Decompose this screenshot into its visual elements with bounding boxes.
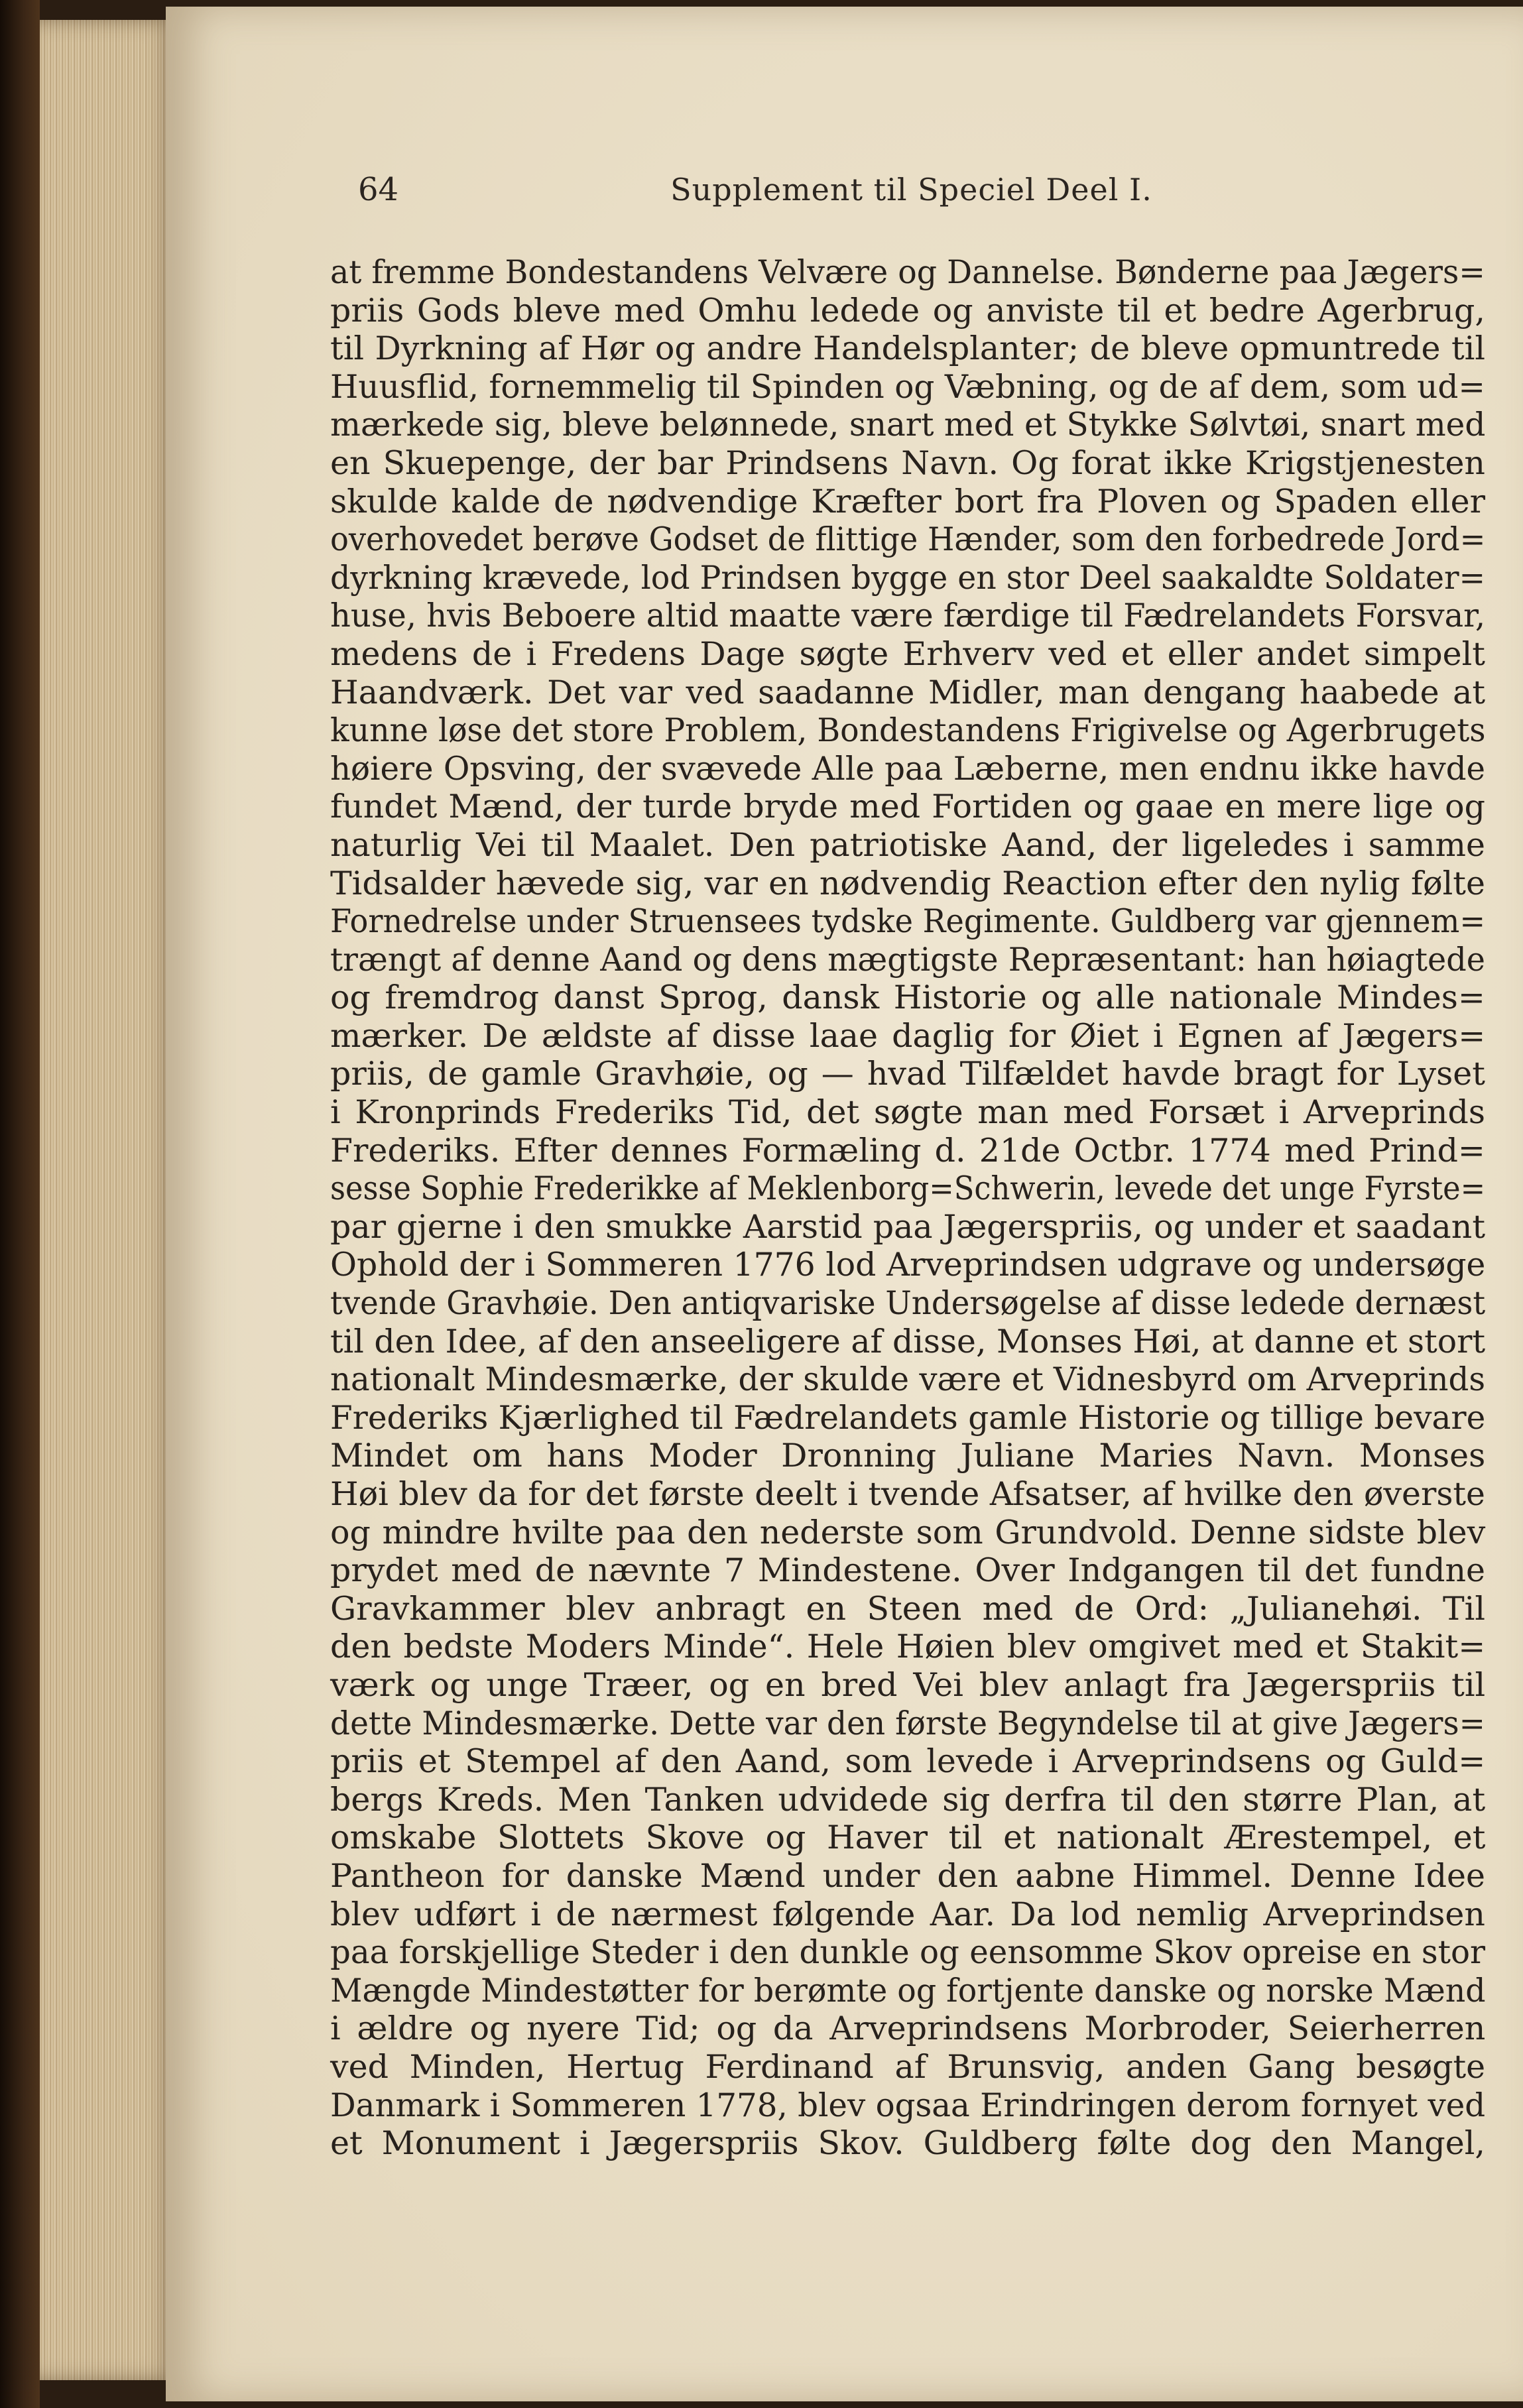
text-line: bergs Kreds. Men Tanken udvidede sig derfra til den større Plan, at bbox=[330, 1780, 1486, 1819]
text-line: medens de i Fredens Dage søgte Erhverv ved et eller andet simpelt bbox=[330, 634, 1485, 673]
text-line: huse, hvis Beboere altid maatte være færdige til Fædrelandets Forsvar, bbox=[330, 597, 1486, 635]
text-line: overhovedet berøve Godset de flittige Hænder, som den forbedrede Jord= bbox=[330, 520, 1486, 559]
text-line: Haandværk. Det var ved saadanne Midler, man dengang haabede at bbox=[330, 673, 1486, 711]
text-line: priis, de gamle Gravhøie, og — hvad Tilfældet havde bragt for Lyset bbox=[330, 1055, 1485, 1093]
page-header bbox=[358, 171, 1485, 224]
text-line: den bedste Moders Minde“. Hele Høien blev omgivet med et Stakit= bbox=[330, 1628, 1486, 1666]
text-line: priis Gods bleve med Omhu ledede og anviste til et bedre Agerbrug, bbox=[330, 291, 1485, 330]
text-line: priis et Stempel af den Aand, som levede i Arveprindsens og Guld= bbox=[330, 1742, 1486, 1781]
text-line: par gjerne i den smukke Aarstid paa Jægerspriis, og under et saadant bbox=[330, 1207, 1486, 1246]
text-line: paa forskjellige Steder i den dunkle og eensomme Skov opreise en stor bbox=[330, 1933, 1486, 1972]
text-line: Frederiks Kjærlighed til Fædrelandets gamle Historie og tillige bevare bbox=[330, 1398, 1486, 1437]
text-line: sesse Sophie Frederikke af Meklenborg=Schwerin, levede det unge Fyrste= bbox=[330, 1170, 1486, 1208]
text-line: Huusflid, fornemmelig til Spinden og Væbning, og de af dem, som ud= bbox=[330, 367, 1486, 406]
text-line: kunne løse det store Problem, Bondestandens Frigivelse og Agerbrugets bbox=[330, 711, 1486, 750]
text-line: prydet med de nævnte 7 Mindestene. Over Indgangen til det fundne bbox=[330, 1551, 1485, 1590]
text-line: Pantheon for danske Mænd under den aabne Himmel. Denne Idee bbox=[330, 1856, 1486, 1895]
text-line: dette Mindesmærke. Dette var den første Begyndelse til at give Jægers= bbox=[330, 1704, 1485, 1742]
text-line: dyrkning krævede, lod Prindsen bygge en stor Deel saakaldte Soldater= bbox=[330, 558, 1486, 597]
text-line: Ophold der i Sommeren 1776 lod Arveprindsen udgrave og undersøge bbox=[330, 1246, 1486, 1284]
text-line: en Skuepenge, der bar Prindsens Navn. Og forat ikke Krigstjenesten bbox=[330, 444, 1485, 482]
text-line: Fornedrelse under Struensees tydske Regimente. Guldberg var gjennem= bbox=[330, 902, 1486, 941]
running-head: Supplement til Speciel Deel I. bbox=[670, 172, 1152, 208]
text-line: blev udført i de nærmest følgende Aar. Da lod nemlig Arveprindsen bbox=[330, 1895, 1485, 1933]
text-line: omskabe Slottets Skove og Haver til et nationalt Ærestempel, et bbox=[330, 1819, 1486, 1857]
text-line: naturlig Vei til Maalet. Den patriotiske Aand, der ligeledes i samme bbox=[330, 825, 1485, 864]
text-line: til den Idee, af den anseeligere af disse, Monses Høi, at danne et stort bbox=[330, 1322, 1486, 1360]
body-text bbox=[330, 253, 1485, 2163]
text-line: fundet Mænd, der turde bryde med Fortiden og gaae en mere lige og bbox=[330, 788, 1485, 826]
text-line: Danmark i Sommeren 1778, blev ogsaa Erindringen derom fornyet ved bbox=[330, 2086, 1486, 2124]
text-line: Frederiks. Efter dennes Formæling d. 21de Octbr. 1774 med Prind= bbox=[330, 1131, 1485, 1170]
text-line: ved Minden, Hertug Ferdinand af Brunsvig, anden Gang besøgte bbox=[330, 2047, 1486, 2086]
text-line: Gravkammer blev anbragt en Steen med de Ord: „Julianehøi. Til bbox=[330, 1589, 1485, 1628]
text-line: mærker. De ældste af disse laae daglig for Øiet i Egnen af Jægers= bbox=[330, 1016, 1486, 1055]
text-line: Tidsalder hævede sig, var en nødvendig Reaction efter den nylig følte bbox=[330, 864, 1485, 902]
text-line: i Kronprinds Frederiks Tid, det søgte man med Forsæt i Arveprinds bbox=[330, 1093, 1485, 1132]
text-line: nationalt Mindesmærke, der skulde være et Vidnesbyrd om Arveprinds bbox=[330, 1360, 1486, 1399]
text-line: i ældre og nyere Tid; og da Arveprindsens Morbroder, Seierherren bbox=[330, 2010, 1486, 2048]
text-line: høiere Opsving, der svævede Alle paa Læberne, men endnu ikke havde bbox=[330, 749, 1486, 788]
text-line: værk og unge Træer, og en bred Vei blev anlagt fra Jægerspriis til bbox=[330, 1665, 1486, 1704]
text-line: Mængde Mindestøtter for berømte og fortjente danske og norske Mænd bbox=[330, 1971, 1486, 2010]
text-line: et Monument i Jægerspriis Skov. Guldberg følte dog den Mangel, bbox=[330, 2124, 1485, 2163]
text-line: Høi blev da for det første deelt i tvende Afsatser, af hvilke den øverste bbox=[330, 1475, 1485, 1513]
page-number: 64 bbox=[358, 171, 399, 208]
page-edges bbox=[40, 20, 179, 2380]
text-line: skulde kalde de nødvendige Kræfter bort fra Ploven og Spaden eller bbox=[330, 482, 1485, 520]
text-line: Mindet om hans Moder Dronning Juliane Maries Navn. Monses bbox=[330, 1437, 1486, 1475]
book-cover-edge bbox=[0, 0, 40, 2408]
text-line: trængt af denne Aand og dens mægtigste Repræsentant: han høiagtede bbox=[330, 940, 1486, 979]
text-line: og mindre hvilte paa den nederste som Grundvold. Denne sidste blev bbox=[330, 1513, 1486, 1551]
text-line: og fremdrog danst Sprog, dansk Historie og alle nationale Mindes= bbox=[330, 979, 1485, 1017]
text-line: mærkede sig, bleve belønnede, snart med et Stykke Sølvtøi, snart med bbox=[330, 406, 1486, 444]
text-line: til Dyrkning af Hør og andre Handelsplanter; de bleve opmuntrede til bbox=[330, 330, 1485, 368]
text-line: at fremme Bondestandens Velvære og Dannelse. Bønderne paa Jægers= bbox=[330, 253, 1485, 291]
text-line: tvende Gravhøie. Den antiqvariske Undersøgelse af disse ledede dernæst bbox=[330, 1284, 1486, 1323]
